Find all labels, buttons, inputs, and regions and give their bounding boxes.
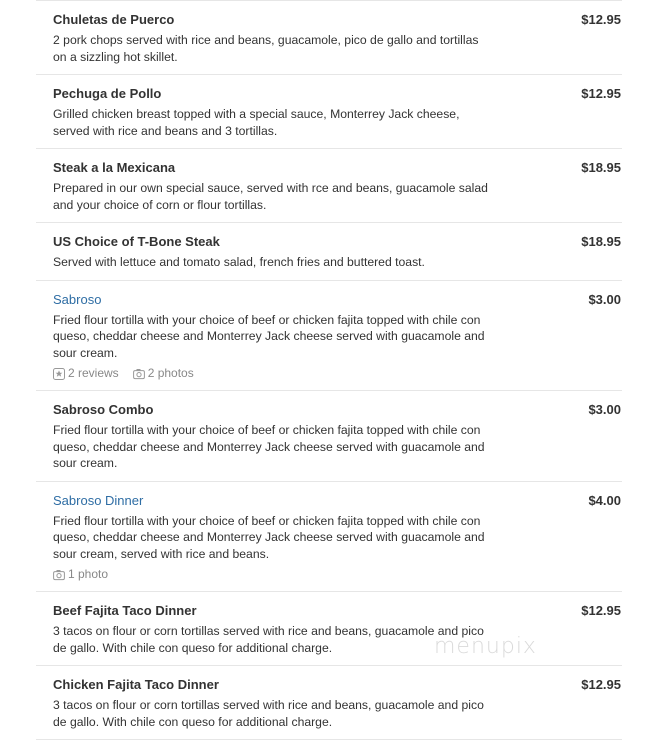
photos-link[interactable] [53,567,108,582]
item-name: Sabroso Combo [53,402,154,417]
item-description: Fried flour tortilla with your choice of beef or chicken fajita topped with chile con queso, cheddar cheese and Monterrey Jack cheese served with guacamole and sour cream, served with rice and beans. [53,513,485,561]
menu-list [36,0,622,740]
item-name: US Choice of T-Bone Steak [53,234,220,249]
menu-item-sabroso-dinner [36,482,622,593]
item-price: $3.00 [588,402,621,417]
item-description: 3 tacos on flour or corn tortillas served with rice and beans, guacamole and pico de gallo. With chile con queso for additional charge. [53,624,484,655]
item-description: 2 pork chops served with rice and beans, guacamole, pico de gallo and tortillas on a sizzling hot skillet. [53,33,479,64]
item-price: $18.95 [581,160,621,175]
item-price: $12.95 [581,677,621,692]
photos-count: 1 photo [68,567,109,581]
menu-item-chicken-fajita-taco-dinner [36,666,622,740]
reviews-count: 2 reviews [68,366,119,380]
item-description: Grilled chicken breast topped with a special sauce, Monterrey Jack cheese, served with rice and beans and 3 tortillas. [53,107,460,138]
photos-count: 2 photos [147,366,194,380]
item-price: $3.00 [588,291,621,307]
item-description: Served with lettuce and tomato salad, french fries and buttered toast. [53,255,425,269]
item-name: Chuletas de Puerco [53,12,175,27]
item-price: $18.95 [581,234,621,249]
item-meta [53,366,605,381]
menu-item-steak-a-la-mexicana [36,149,622,223]
menu-item-pechuga-de-pollo [36,75,622,149]
item-description: Fried flour tortilla with your choice of beef or chicken fajita topped with chile con queso, cheddar cheese and Monterrey Jack cheese served with guacamole and sour cream. [53,312,485,360]
menu-item-t-bone-steak [36,223,622,281]
item-description: Prepared in our own special sauce, served with rce and beans, guacamole salad and your choice of corn or flour tortillas. [53,181,488,212]
item-price: $4.00 [588,492,621,508]
item-name: Chicken Fajita Taco Dinner [53,677,219,692]
item-name: Steak a la Mexicana [53,160,176,175]
item-name: Pechuga de Pollo [53,86,162,101]
camera-icon [133,368,145,380]
menupix-watermark: menupix [434,634,537,659]
item-description: Fried flour tortilla with your choice of beef or chicken fajita topped with chile con queso, cheddar cheese and Monterrey Jack cheese served with guacamole and sour cream. [53,423,485,470]
item-price: $12.95 [581,603,621,618]
item-price: $12.95 [581,86,621,101]
star-badge-icon [53,368,65,380]
item-meta [53,567,605,582]
item-name-link[interactable]: Sabroso [53,291,102,307]
photos-link[interactable] [133,366,194,381]
menu-item-sabroso-combo [36,391,622,482]
item-description: 3 tacos on flour or corn tortillas served with rice and beans, guacamole and pico de gallo. With chile con queso for additional charge. [53,698,484,729]
item-name-link[interactable]: Sabroso Dinner [53,492,144,508]
camera-icon [53,569,65,581]
item-price: $12.95 [581,12,621,27]
menu-item-chuletas-de-puerco [36,0,622,75]
item-name: Beef Fajita Taco Dinner [53,603,197,618]
menu-item-sabroso [36,281,622,392]
reviews-link[interactable] [53,366,119,381]
